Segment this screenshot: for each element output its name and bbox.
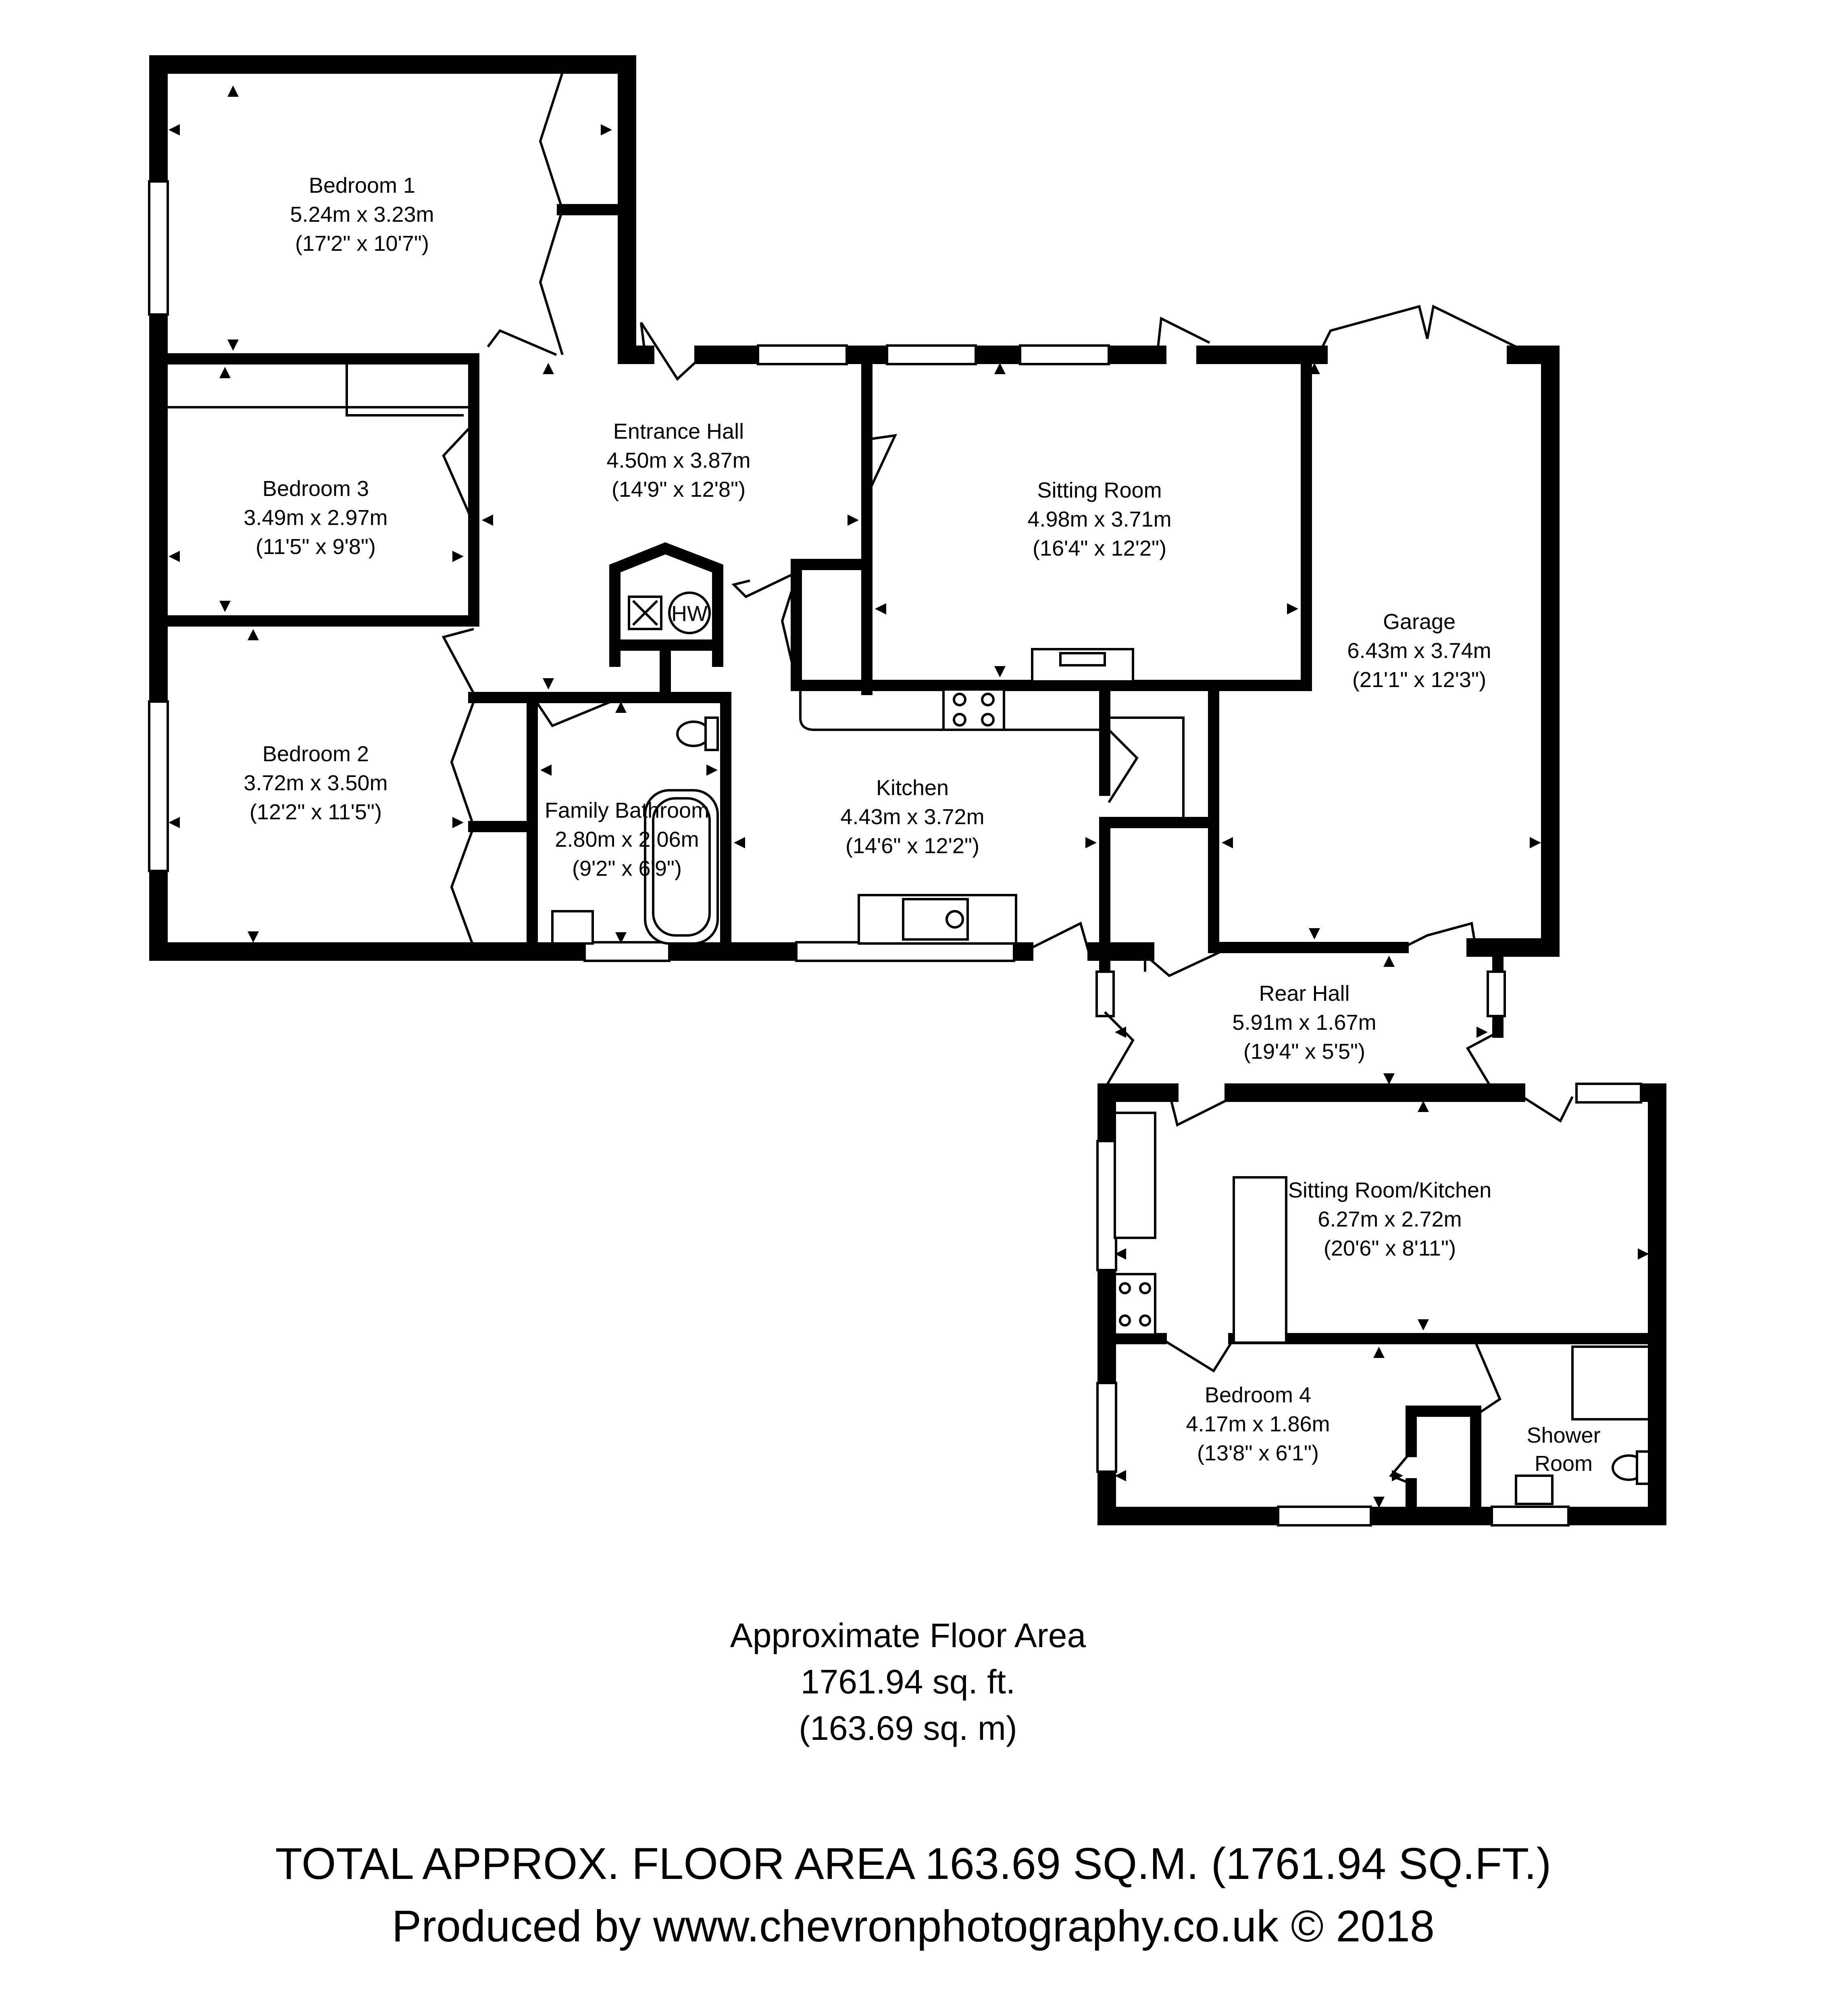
hot-water-label: HW <box>671 602 708 626</box>
total-floor-area: TOTAL APPROX. FLOOR AREA 163.69 SQ.M. (1761.94 SQ.FT.) <box>275 1839 1551 1889</box>
room-dimensions-metric: 5.24m x 3.23m <box>290 202 434 227</box>
room-dimensions-metric: 6.43m x 3.74m <box>1347 639 1491 663</box>
room-dimensions-imperial: (12'2" x 11'5") <box>249 800 382 824</box>
room-dimensions-imperial: (17'2" x 10'7") <box>295 231 429 256</box>
room-name: Kitchen <box>876 776 949 800</box>
room-dimensions-metric: 4.98m x 3.71m <box>1027 507 1172 531</box>
interior-walls <box>158 210 1657 1516</box>
floor-area-sqm: (163.69 sq. m) <box>799 1709 1017 1747</box>
room-name-line2: Room <box>1534 1452 1593 1476</box>
room-dimensions-imperial: (14'6" x 12'2") <box>845 834 980 858</box>
room-dimensions-metric: 5.91m x 1.67m <box>1232 1010 1377 1035</box>
room-dimensions-imperial: (14'9" x 12'8") <box>611 477 746 502</box>
room-name: Garage <box>1383 610 1456 634</box>
room-name: Bedroom 3 <box>262 477 369 501</box>
room-name: Bedroom 2 <box>262 742 369 766</box>
floor-area-summary <box>730 1616 1086 1747</box>
room-dimensions-metric: 4.50m x 3.87m <box>606 448 751 473</box>
room-name: Bedroom 1 <box>308 173 416 198</box>
floor-area-label: Approximate Floor Area <box>730 1616 1086 1654</box>
room-name: Entrance Hall <box>613 419 744 444</box>
room-label-shower-room <box>1526 1423 1600 1476</box>
room-label-bedroom-3 <box>244 477 387 559</box>
room-dimensions-imperial: (9'2" x 6'9") <box>572 856 682 881</box>
room-name: Sitting Room <box>1037 478 1162 502</box>
room-dimensions-imperial: (21'1" x 12'3") <box>1352 668 1487 692</box>
produced-by-credit: Produced by www.chevronphotography.co.uk © 2018 <box>392 1901 1435 1951</box>
room-label-bedroom-2 <box>244 742 387 824</box>
room-dimensions-metric: 4.43m x 3.72m <box>840 805 985 829</box>
room-dimensions-imperial: (11'5" x 9'8") <box>255 535 376 559</box>
room-dimensions-imperial: (16'4" x 12'2") <box>1032 536 1167 560</box>
room-label-kitchen <box>840 776 984 858</box>
room-label-sitting-room-kitchen <box>1288 1178 1491 1260</box>
room-dimensions-metric: 4.17m x 1.86m <box>1186 1412 1330 1436</box>
room-name: Rear Hall <box>1259 981 1350 1006</box>
room-label-rear-hall <box>1232 981 1376 1064</box>
floor-area-sqft: 1761.94 sq. ft. <box>800 1663 1016 1701</box>
room-dimensions-metric: 2.80m x 2.06m <box>555 827 699 852</box>
room-dimensions-imperial: (13'8" x 6'1") <box>1197 1441 1319 1465</box>
room-dimensions-imperial: (19'4" x 5'5") <box>1243 1039 1366 1064</box>
room-name: Sitting Room/Kitchen <box>1288 1178 1492 1202</box>
room-name: Bedroom 4 <box>1204 1383 1312 1407</box>
room-name-line1: Shower <box>1526 1423 1601 1447</box>
room-label-sitting-room <box>1027 478 1171 560</box>
room-name: Family Bathroom <box>544 798 710 823</box>
room-dimensions-imperial: (20'6" x 8'11") <box>1323 1236 1456 1260</box>
room-label-bedroom-1 <box>290 173 434 256</box>
footer <box>275 1839 1551 1951</box>
room-label-bedroom-4 <box>1186 1383 1330 1465</box>
room-dimensions-metric: 3.72m x 3.50m <box>244 771 388 795</box>
room-dimensions-metric: 3.49m x 2.97m <box>244 506 388 530</box>
room-label-entrance-hall <box>606 419 750 502</box>
room-dimensions-metric: 6.27m x 2.72m <box>1318 1207 1462 1231</box>
room-label-garage <box>1347 610 1491 692</box>
